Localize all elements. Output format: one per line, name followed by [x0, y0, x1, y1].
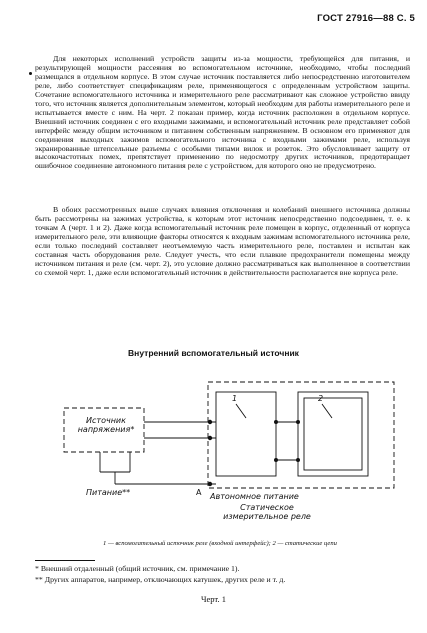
margin-mark — [29, 72, 32, 75]
figure-title: Внутренний вспомогательный источник — [128, 348, 299, 358]
static-circuits-inner — [304, 398, 362, 470]
terminal-out-1 — [274, 420, 278, 424]
interface-block-1 — [216, 392, 276, 476]
paragraph-2: В обоих рассмотренных выше случаях влияния отключения и колебаний внешнего источника должны быть рассмотрены на зажимах устройства, к которым этот источник непосредственно подсоединен, т. е. к точкам А (черт. 1 и 2). Даже когда вспомогательный источник реле помещен в корпус, отделенный от корпуса измерительного реле, эти влияющие факторы относятся к входным зажимам вспомогательного источника реле, если только последний составляет неотъемлемую часть измерительного реле, поставлен и испытан как составная часть оборудования реле. Следует учесть, что если плавкие предохранители помещены между источником питания и реле (см. черт. 2), это условие должно рассматриваться как выполненное в соответствии со схемой черт. 1, даже если вспомогательный источник в действительности располагается вне корпуса реле. — [35, 205, 410, 277]
terminal-a-3 — [208, 482, 212, 486]
point-a-label: А — [196, 488, 202, 497]
static-relay-label: Статическое измерительное реле — [223, 503, 311, 521]
block-1-number: 1 — [232, 394, 238, 403]
paragraph-1: Для некоторых исполнений устройств защиты из-за мощности, требующейся для питания, и результирующей мощности рассеяния во вспомогательном источнике, необходимо, чтобы последний размещался в отдельном корпусе. В этом случае источник поставляется либо непосредственно изготовителем реле, либо соответствует спецификациям реле, применяющегося с определенным устройством защиты. Сочетание вспомогательного источника и измерительного реле рассматривают как сложное устройство ввиду того, что источник является дополнительным элементом, который необходим для работы измерительного реле и испытывается вместе с ним. На черт. 2 показан пример, когда источник расположен в отдельном корпусе. Внешний источник соединен с его входными зажимами, и вспомогательный источник реле представляет собой интерфейс между общим источником и питанием собственным напряжением. В основном его применяют для соединения выходных зажимов вспомогательного источника с входными зажимами реле, используя экранированные штепсельные разъемы с особыми типами вилок и розеток. Это обусловливает защиту от высокочастотных помех, препятствует применению по недосмотру других источников, предотвращает ошибочное соединение автономного питания реле с устройством, для которого оно не предусмотрено. — [35, 54, 410, 171]
terminal-a-1 — [208, 420, 212, 424]
terminal-a-2 — [208, 436, 212, 440]
footnote-2: ** Других аппаратов, например, отключающих катушек, других реле и т. д. — [35, 575, 286, 584]
page-header: ГОСТ 27916—88 С. 5 — [317, 13, 415, 24]
supply-label: Питание** — [86, 488, 131, 497]
autonomous-supply-label: Автономное питание — [210, 492, 299, 501]
terminal-out-2 — [274, 458, 278, 462]
circuit-diagram — [60, 360, 400, 530]
static-circuits-block-2 — [298, 392, 368, 476]
figure-caption: 1 — вспомогательный источник реле (входной интерфейс); 2 — статические цепи — [103, 540, 337, 547]
figure-number: Черт. 1 — [200, 594, 226, 604]
footnote-rule — [35, 560, 95, 561]
footnote-1: * Внешний отдаленный (общий источник, см. примечание 1). — [35, 564, 240, 573]
block-2-number: 2 — [318, 394, 324, 403]
terminal-in-2 — [296, 458, 300, 462]
source-label: Источник напряжения* — [77, 416, 135, 434]
terminal-in-1 — [296, 420, 300, 424]
